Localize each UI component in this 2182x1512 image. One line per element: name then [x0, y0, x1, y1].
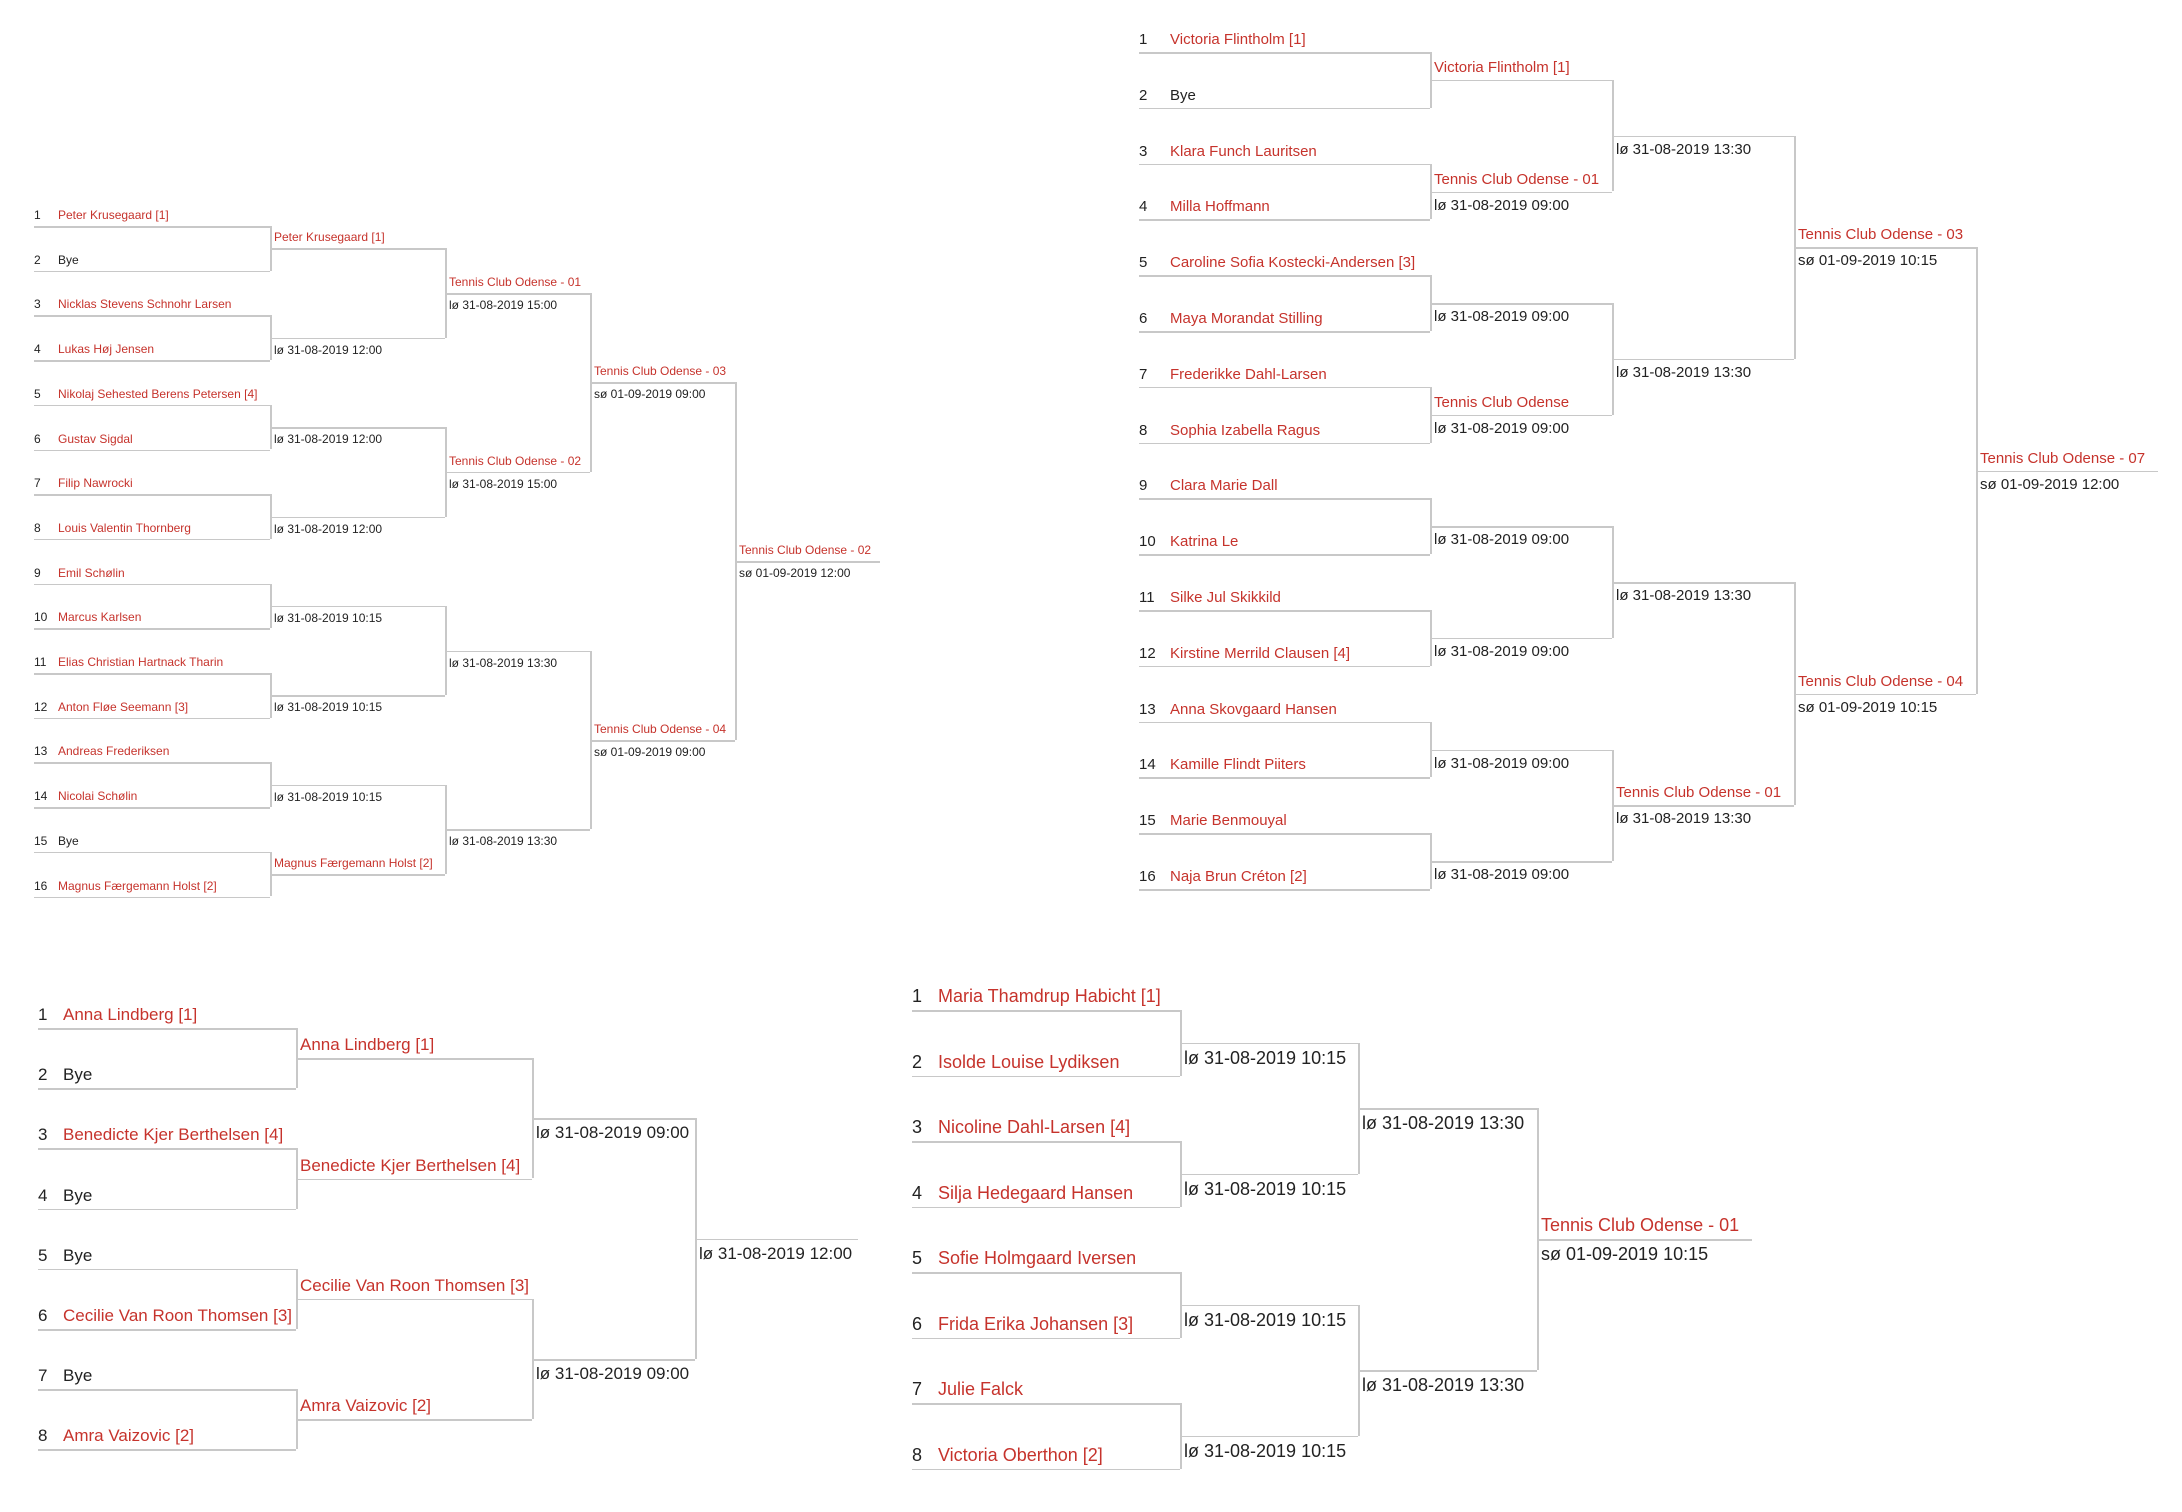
match-schedule: sø 01-09-2019 10:15 — [1798, 698, 1938, 716]
player-name-link[interactable]: Filip Nawrocki — [58, 476, 133, 491]
bracket-line — [1139, 108, 1430, 110]
bracket-line — [270, 338, 445, 340]
player-name-link[interactable]: Emil Schølin — [58, 565, 125, 580]
player-name-link[interactable]: Marcus Karlsen — [58, 610, 142, 625]
match-winner-link[interactable]: Benedicte Kjer Berthelsen [4] — [300, 1155, 521, 1175]
match-schedule: lø 31-08-2019 12:00 — [699, 1243, 853, 1263]
player-name-link[interactable]: Magnus Færgemann Holst [2] — [58, 878, 217, 893]
match-schedule: sø 01-09-2019 09:00 — [594, 745, 706, 760]
player-name-link[interactable]: Amra Vaizovic [2] — [63, 1426, 195, 1446]
bye-label: Bye — [58, 833, 79, 848]
player-name-link[interactable]: Lukas Høj Jensen — [58, 342, 155, 357]
match-schedule: sø 01-09-2019 12:00 — [739, 566, 851, 581]
bracket-line — [445, 651, 590, 653]
seed-number: 6 — [912, 1313, 923, 1334]
seed-number: 3 — [1139, 142, 1148, 160]
bracket-line — [1430, 80, 1612, 82]
seed-number: 2 — [912, 1051, 923, 1072]
match-schedule: lø 31-08-2019 10:15 — [1184, 1047, 1347, 1068]
seed-number: 2 — [34, 252, 41, 267]
bracket-line — [1139, 331, 1430, 333]
player-name-link[interactable]: Silke Jul Skikkild — [1170, 589, 1281, 606]
match-schedule: lø 31-08-2019 09:00 — [1434, 866, 1570, 884]
player-name-link[interactable]: Peter Krusegaard [1] — [58, 208, 169, 222]
seed-number: 8 — [1139, 421, 1148, 439]
match-schedule: lø 31-08-2019 09:00 — [1434, 754, 1570, 772]
seed-number: 12 — [34, 699, 48, 714]
player-name-link[interactable]: Milla Hoffmann — [1170, 198, 1270, 216]
bracket-line — [1612, 805, 1794, 807]
player-name-link[interactable]: Nikolaj Sehested Berens Petersen [4] — [58, 386, 258, 401]
bracket-line — [34, 450, 270, 452]
seed-number: 4 — [34, 342, 41, 357]
match-schedule: lø 31-08-2019 09:00 — [1434, 642, 1570, 660]
match-schedule: lø 31-08-2019 13:30 — [1616, 140, 1752, 158]
seed-number: 14 — [34, 789, 48, 804]
match-schedule: lø 31-08-2019 09:00 — [1434, 531, 1570, 549]
match-schedule: sø 01-09-2019 10:15 — [1541, 1244, 1709, 1265]
seed-number: 15 — [34, 833, 48, 848]
seed-number: 3 — [38, 1125, 48, 1145]
match-winner-link[interactable]: Tennis Club Odense - 01 — [1616, 784, 1782, 802]
bracket-line — [270, 248, 445, 250]
match-winner-link[interactable]: Tennis Club Odense — [1434, 393, 1570, 411]
bracket-line — [34, 360, 270, 362]
player-name-link[interactable]: Benedicte Kjer Berthelsen [4] — [63, 1125, 284, 1145]
player-name-link[interactable]: Louis Valentin Thornberg — [58, 520, 191, 535]
seed-number: 6 — [34, 431, 41, 446]
bracket-line — [296, 1058, 532, 1060]
bracket-line — [912, 1338, 1180, 1340]
bracket-line — [532, 1118, 695, 1120]
seed-number: 5 — [912, 1248, 923, 1268]
match-winner-link[interactable]: Amra Vaizovic [2] — [300, 1396, 432, 1416]
bye-label: Bye — [63, 1245, 93, 1265]
bracket-line — [38, 1209, 296, 1211]
seed-number: 9 — [34, 565, 41, 580]
player-name-link[interactable]: Nicoline Dahl-Larsen [4] — [938, 1117, 1131, 1137]
match-schedule: lø 31-08-2019 15:00 — [449, 476, 558, 491]
bracket-line — [445, 293, 590, 295]
bracket-line — [34, 718, 270, 720]
player-name-link[interactable]: Klara Funch Lauritsen — [1170, 142, 1317, 160]
match-winner-link[interactable]: Tennis Club Odense - 03 — [594, 364, 727, 379]
match-schedule: sø 01-09-2019 10:15 — [1798, 252, 1938, 270]
bracket-line — [34, 226, 270, 228]
player-name-link[interactable]: Maya Morandat Stilling — [1170, 310, 1323, 327]
bye-label: Bye — [63, 1065, 93, 1085]
bracket-line — [270, 874, 445, 876]
seed-number: 6 — [38, 1306, 48, 1325]
match-schedule: lø 31-08-2019 09:00 — [536, 1123, 690, 1143]
player-name-link[interactable]: Julie Falck — [938, 1379, 1024, 1399]
player-name-link[interactable]: Frida Erika Johansen [3] — [938, 1313, 1134, 1334]
seed-number: 5 — [38, 1245, 48, 1265]
bracket-line — [1139, 52, 1430, 54]
bracket-line — [38, 1028, 296, 1030]
match-schedule: lø 31-08-2019 13:30 — [449, 655, 558, 670]
bracket-line — [1612, 359, 1794, 361]
bracket-line — [270, 517, 445, 519]
bracket-line — [1139, 666, 1430, 668]
seed-number: 14 — [1139, 756, 1156, 774]
seed-number: 10 — [1139, 533, 1156, 551]
match-winner-link[interactable]: Tennis Club Odense - 01 — [449, 275, 582, 290]
player-name-link[interactable]: Sofie Holmgaard Iversen — [938, 1248, 1137, 1268]
seed-number: 4 — [1139, 198, 1148, 216]
bracket-line — [34, 539, 270, 541]
match-schedule: sø 01-09-2019 09:00 — [594, 387, 706, 402]
bracket-line — [270, 785, 445, 787]
bracket-line — [1430, 750, 1612, 752]
seed-number: 5 — [34, 386, 41, 401]
bracket-line — [1976, 471, 2158, 473]
bracket-line — [735, 561, 880, 563]
bracket-line — [912, 1010, 1180, 1012]
bracket-line — [1139, 610, 1430, 612]
bracket-line — [1180, 1174, 1358, 1176]
match-winner-link[interactable]: Peter Krusegaard [1] — [274, 230, 385, 245]
bracket-line — [1537, 1239, 1752, 1241]
bracket-line — [34, 494, 270, 496]
player-name-link[interactable]: Kirstine Merrild Clausen [4] — [1170, 644, 1351, 662]
bracket-line — [34, 315, 270, 317]
player-name-link[interactable]: Isolde Louise Lydiksen — [938, 1051, 1120, 1072]
bracket-line — [1139, 889, 1430, 891]
match-schedule: lø 31-08-2019 13:30 — [1616, 363, 1752, 381]
match-schedule: lø 31-08-2019 10:15 — [1184, 1440, 1347, 1461]
bracket-line — [912, 1141, 1180, 1143]
seed-number: 4 — [912, 1182, 923, 1203]
seed-number: 11 — [1139, 589, 1155, 606]
bracket-line — [1139, 722, 1430, 724]
bracket-line — [270, 695, 445, 697]
match-schedule: sø 01-09-2019 12:00 — [1980, 475, 2120, 493]
seed-number: 1 — [38, 1005, 48, 1024]
seed-number: 8 — [34, 520, 41, 535]
bye-label: Bye — [63, 1185, 93, 1205]
bracket-line — [1139, 219, 1430, 221]
bracket-line — [34, 271, 270, 273]
player-name-link[interactable]: Anna Skovgaard Hansen — [1170, 700, 1337, 718]
bracket-line — [1430, 192, 1612, 194]
seed-number: 7 — [34, 476, 41, 491]
match-winner-link[interactable]: Tennis Club Odense - 01 — [1434, 170, 1600, 188]
player-name-link[interactable]: Cecilie Van Roon Thomsen [3] — [63, 1306, 292, 1325]
player-name-link[interactable]: Maria Thamdrup Habicht [1] — [938, 986, 1161, 1006]
seed-number: 11 — [34, 655, 47, 669]
seed-number: 8 — [912, 1444, 923, 1465]
seed-number: 1 — [912, 986, 923, 1006]
match-schedule: lø 31-08-2019 09:00 — [536, 1364, 690, 1384]
bracket-line — [296, 1179, 532, 1181]
match-schedule: lø 31-08-2019 10:15 — [1184, 1178, 1347, 1199]
match-schedule: lø 31-08-2019 13:30 — [1362, 1113, 1525, 1134]
bracket-line — [38, 1148, 296, 1150]
bracket-line — [38, 1449, 296, 1451]
seed-number: 3 — [912, 1117, 923, 1137]
seed-number: 6 — [1139, 310, 1148, 327]
match-schedule: lø 31-08-2019 09:00 — [1434, 308, 1570, 326]
seed-number: 4 — [38, 1185, 48, 1205]
bracket-line — [34, 762, 270, 764]
match-schedule: lø 31-08-2019 13:30 — [1616, 810, 1752, 828]
bracket-line — [912, 1076, 1180, 1078]
bracket-line — [1358, 1370, 1537, 1372]
player-name-link[interactable]: Kamille Flindt Piiters — [1170, 756, 1306, 774]
bracket-line — [445, 829, 590, 831]
match-schedule: lø 31-08-2019 09:00 — [1434, 196, 1570, 214]
match-schedule: lø 31-08-2019 10:15 — [274, 789, 383, 804]
match-winner-link[interactable]: Victoria Flintholm [1] — [1434, 58, 1570, 76]
player-name-link[interactable]: Andreas Frederiksen — [58, 744, 170, 759]
match-schedule: lø 31-08-2019 10:15 — [274, 610, 383, 625]
player-name-link[interactable]: Caroline Sofia Kostecki-Andersen [3] — [1170, 254, 1416, 272]
bracket-line — [270, 427, 445, 429]
bracket-line — [1180, 1043, 1358, 1045]
seed-number: 8 — [38, 1426, 48, 1446]
bracket-line — [1139, 554, 1430, 556]
match-schedule: lø 31-08-2019 12:00 — [274, 342, 383, 357]
player-name-link[interactable]: Katrina Le — [1170, 533, 1239, 551]
bracket-line — [1430, 415, 1612, 417]
match-schedule: lø 31-08-2019 15:00 — [449, 298, 558, 313]
match-schedule: lø 31-08-2019 13:30 — [1362, 1375, 1525, 1396]
bracket-line — [1430, 861, 1612, 863]
player-name-link[interactable]: Nicklas Stevens Schnohr Larsen — [58, 297, 232, 312]
bracket-line — [590, 382, 735, 384]
bracket-line — [912, 1272, 1180, 1274]
seed-number: 1 — [34, 208, 41, 222]
player-name-link[interactable]: Anton Fløe Seemann [3] — [58, 699, 189, 714]
seed-number: 10 — [34, 610, 48, 625]
match-winner-link[interactable]: Tennis Club Odense - 03 — [1798, 226, 1964, 244]
player-name-link[interactable]: Marie Benmouyal — [1170, 812, 1287, 830]
seed-number: 13 — [34, 744, 48, 759]
bracket-line — [1794, 694, 1976, 696]
player-name-link[interactable]: Victoria Oberthon [2] — [938, 1444, 1103, 1465]
match-schedule: lø 31-08-2019 13:30 — [1616, 587, 1752, 605]
bracket-line — [1139, 443, 1430, 445]
bracket-line — [296, 1299, 532, 1301]
match-schedule: lø 31-08-2019 12:00 — [274, 521, 383, 536]
bracket-line — [912, 1207, 1180, 1209]
bracket-line — [38, 1329, 296, 1331]
bracket-line — [695, 1239, 858, 1241]
player-name-link[interactable]: Naja Brun Créton [2] — [1170, 868, 1307, 885]
bye-label: Bye — [58, 252, 79, 267]
seed-number: 13 — [1139, 700, 1156, 718]
match-schedule: lø 31-08-2019 12:00 — [274, 432, 383, 447]
bracket-line — [532, 1359, 695, 1361]
bracket-line — [34, 405, 270, 407]
bracket-line — [270, 606, 445, 608]
bracket-line — [1358, 1108, 1537, 1110]
bye-label: Bye — [1170, 86, 1196, 104]
seed-number: 1 — [1139, 31, 1148, 48]
seed-number: 16 — [34, 878, 48, 893]
bracket-line — [1180, 1305, 1358, 1307]
bracket-line — [590, 740, 735, 742]
seed-number: 9 — [1139, 477, 1148, 495]
bracket-line — [1794, 247, 1976, 249]
match-schedule: lø 31-08-2019 10:15 — [274, 700, 383, 715]
match-winner-link[interactable]: Tennis Club Odense - 02 — [739, 543, 872, 558]
match-winner-link[interactable]: Tennis Club Odense - 04 — [1798, 672, 1964, 690]
bracket-line — [38, 1088, 296, 1090]
seed-number: 7 — [1139, 365, 1148, 383]
bracket-line — [38, 1269, 296, 1271]
match-winner-link[interactable]: Tennis Club Odense - 01 — [1541, 1215, 1740, 1236]
match-schedule: lø 31-08-2019 13:30 — [449, 834, 558, 849]
player-name-link[interactable]: Frederikke Dahl-Larsen — [1170, 365, 1327, 383]
bracket-line — [1139, 387, 1430, 389]
bracket-line — [1139, 275, 1430, 277]
bracket-line — [1139, 498, 1430, 500]
seed-number: 16 — [1139, 868, 1156, 885]
seed-number: 5 — [1139, 254, 1148, 272]
match-winner-link[interactable]: Magnus Færgemann Holst [2] — [274, 856, 433, 871]
seed-number: 12 — [1139, 644, 1156, 662]
seed-number: 7 — [912, 1379, 923, 1399]
seed-number: 15 — [1139, 812, 1156, 830]
match-schedule: lø 31-08-2019 09:00 — [1434, 419, 1570, 437]
player-name-link[interactable]: Nicolai Schølin — [58, 789, 138, 804]
bracket-line — [912, 1469, 1180, 1471]
bracket-line — [296, 1419, 532, 1421]
bracket-line — [38, 1389, 296, 1391]
bracket-line — [1139, 777, 1430, 779]
bracket-line — [1430, 303, 1612, 305]
bracket-line — [34, 584, 270, 586]
match-winner-link[interactable]: Tennis Club Odense - 07 — [1980, 449, 2146, 467]
bracket-line — [1139, 164, 1430, 166]
bracket-line — [912, 1403, 1180, 1405]
seed-number: 7 — [38, 1366, 48, 1386]
bracket-line — [1430, 526, 1612, 528]
player-name-link[interactable]: Silja Hedegaard Hansen — [938, 1182, 1134, 1203]
bracket-line — [1612, 136, 1794, 138]
player-name-link[interactable]: Anna Lindberg [1] — [63, 1005, 198, 1024]
match-schedule: lø 31-08-2019 10:15 — [1184, 1309, 1347, 1330]
player-name-link[interactable]: Victoria Flintholm [1] — [1170, 31, 1306, 48]
bracket-line — [1612, 582, 1794, 584]
bracket-line — [34, 628, 270, 630]
seed-number: 2 — [1139, 86, 1148, 104]
bracket-line — [1180, 1436, 1358, 1438]
player-name-link[interactable]: Clara Marie Dall — [1170, 477, 1278, 495]
bye-label: Bye — [63, 1366, 93, 1386]
player-name-link[interactable]: Elias Christian Hartnack Tharin — [58, 655, 224, 669]
bracket-line — [34, 897, 270, 899]
match-winner-link[interactable]: Anna Lindberg [1] — [300, 1035, 435, 1055]
match-winner-link[interactable]: Tennis Club Odense - 04 — [594, 722, 727, 737]
player-name-link[interactable]: Gustav Sigdal — [58, 431, 133, 446]
bracket-line — [445, 472, 590, 474]
bracket-line — [1139, 833, 1430, 835]
bracket-line — [34, 807, 270, 809]
bracket-line — [34, 673, 270, 675]
seed-number: 2 — [38, 1065, 48, 1085]
player-name-link[interactable]: Sophia Izabella Ragus — [1170, 421, 1321, 439]
seed-number: 3 — [34, 297, 41, 312]
bracket-line — [34, 852, 270, 854]
match-winner-link[interactable]: Cecilie Van Roon Thomsen [3] — [300, 1275, 529, 1295]
match-winner-link[interactable]: Tennis Club Odense - 02 — [449, 453, 582, 468]
bracket-line — [1430, 638, 1612, 640]
